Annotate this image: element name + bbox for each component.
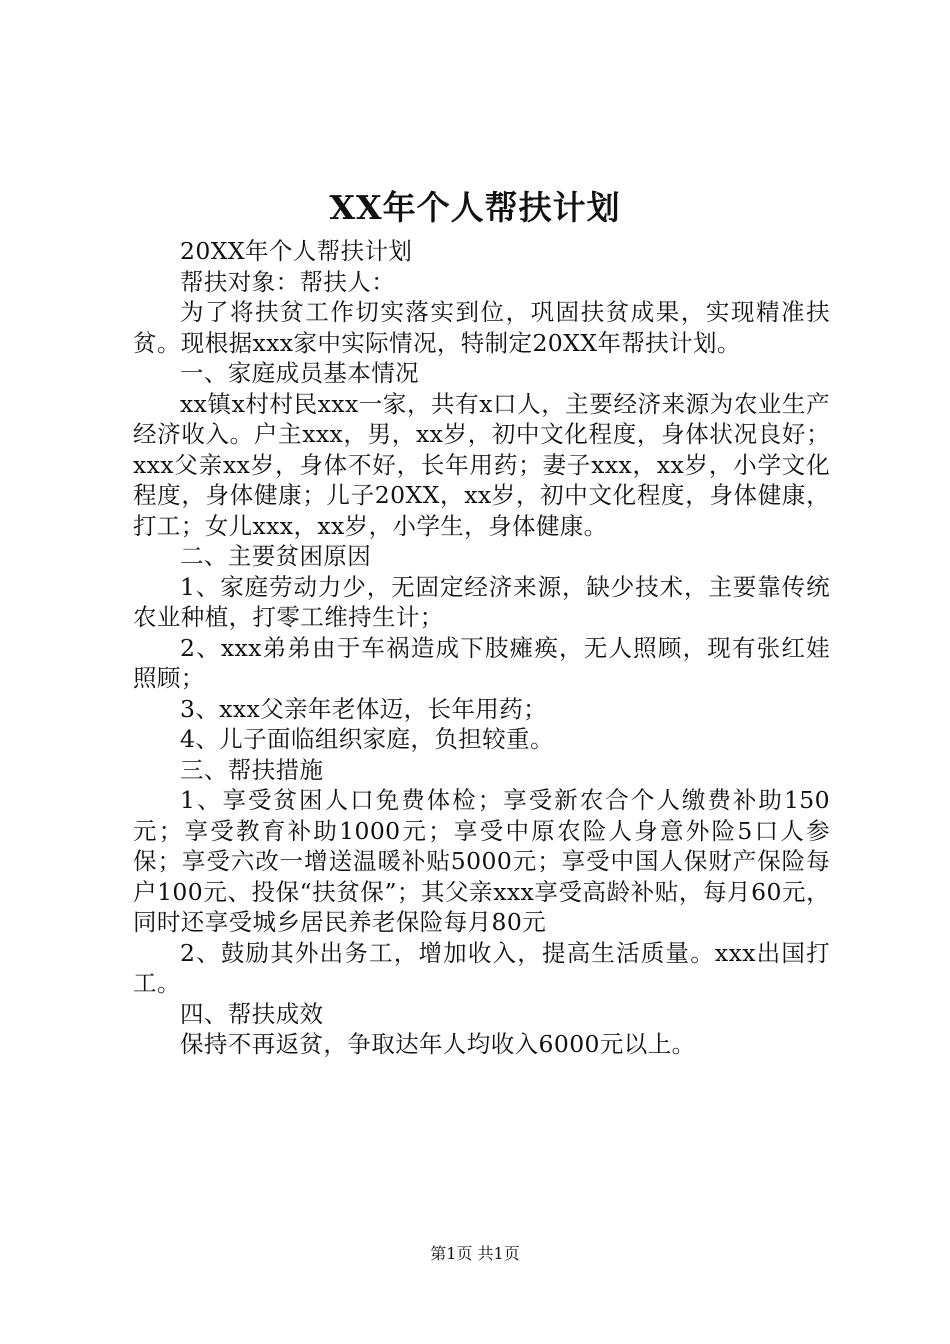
section-heading-results: 四、帮扶成效 [180, 999, 324, 1028]
measure-item-2: 2、鼓励其外出务工，增加收入，提高生活质量。xxx出国打工。 [133, 938, 830, 997]
measure-item-1: 1、享受贫困人口免费体检；享受新农合个人缴费补助150元；享受教育补助1000元；享受中原农险人身意外险5口人参保；享受六改一增送温暖补贴5000元；享受中国人保财产保险每户100元、投保“扶贫保”；其父亲xxx享受高龄补贴，每月60元，同时还享受城乡居民养老保险每月80元 [133, 786, 830, 936]
cause-item-1: 1、家庭劳动力少，无固定经济来源，缺少技术，主要靠传统农业种植，打零工维持生计； [133, 572, 830, 631]
cause-item-4: 4、儿子面临组织家庭，负担较重。 [180, 725, 554, 753]
section-heading-measures: 三、帮扶措施 [180, 755, 324, 784]
document-body [133, 236, 830, 1060]
document-title: XX年个人帮扶计划 [329, 188, 621, 227]
paragraph-results: 保持不再返贫，争取达年人均收入6000元以上。 [180, 1030, 696, 1058]
paragraph-subtitle: 20XX年个人帮扶计划 [180, 237, 413, 265]
paragraph-target: 帮扶对象：帮扶人： [180, 267, 396, 296]
cause-item-3: 3、xxx父亲年老体迈，长年用药； [180, 694, 548, 723]
cause-item-2: 2、xxx弟弟由于车祸造成下肢瘫痪，无人照顾，现有张红娃照顾； [133, 633, 830, 692]
paragraph-intro: 为了将扶贫工作切实落实到位，巩固扶贫成果，实现精准扶贫。现根据xxx家中实际情况，特制定20XX年帮扶计划。 [133, 298, 830, 357]
section-heading-causes: 二、主要贫困原因 [180, 542, 372, 570]
page-footer: 第1页 共1页 [430, 1244, 520, 1263]
section-heading-family: 一、家庭成员基本情况 [180, 359, 419, 387]
paragraph-family: xx镇x村村民xxx一家，共有x口人，主要经济来源为农业生产经济收入。户主xxx，男，xx岁，初中文化程度，身体状况良好；xxx父亲xx岁，身体不好，长年用药；妻子xxx，xx岁，小学文化程度，身体健康；儿子20XX，xx岁，初中文化程度，身体健康，打工；女儿xxx，xx岁，小学生，身体健康。 [133, 389, 830, 540]
